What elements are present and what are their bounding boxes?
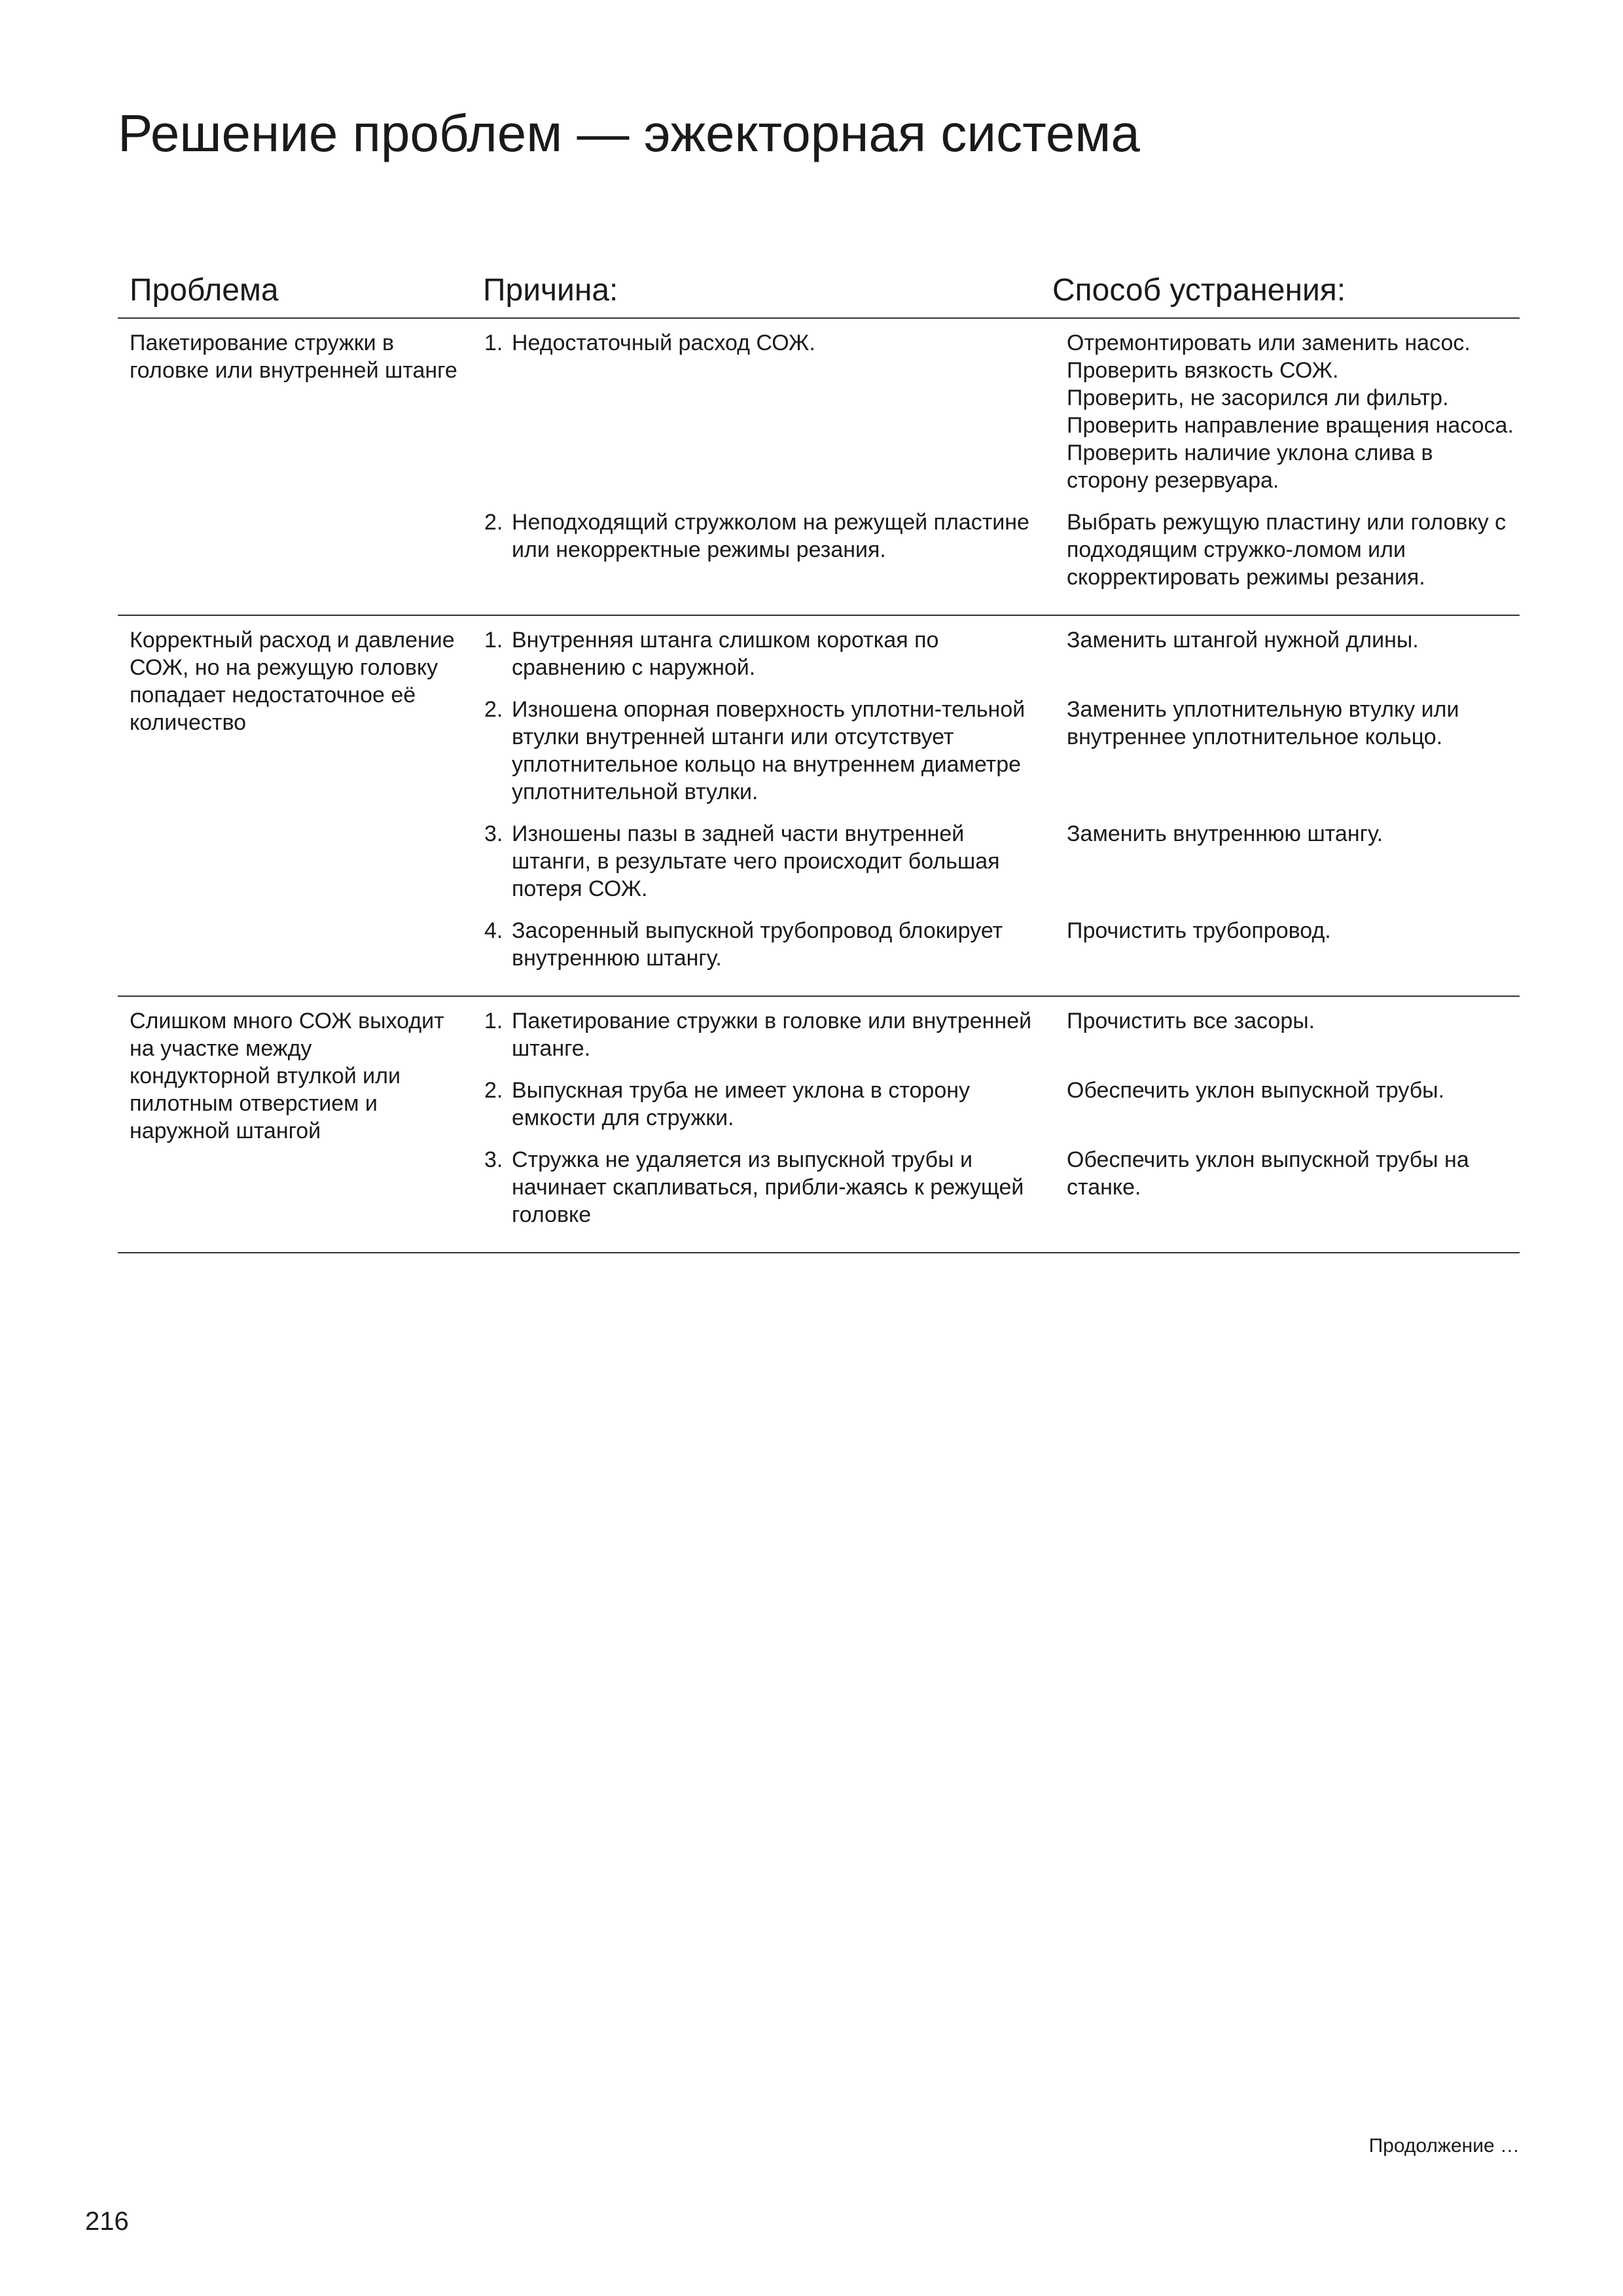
item-number: 1. bbox=[484, 330, 503, 355]
remedy-text: Прочистить трубопровод. bbox=[1067, 918, 1331, 943]
item-number: 3. bbox=[484, 821, 503, 846]
cause-item bbox=[484, 1146, 1054, 1243]
table-row bbox=[118, 615, 1520, 996]
cause-item bbox=[484, 626, 1054, 696]
table-header-row bbox=[118, 265, 1520, 318]
item-number: 2. bbox=[484, 509, 503, 535]
cause-text: Изношена опорная поверхность уплотни-тельной втулки внутренней штанги или отсутствует уплотнительное кольцо на внутреннем диаметре уплотнительной втулки. bbox=[512, 696, 1026, 804]
cause-item bbox=[484, 509, 1054, 605]
header-problem: Проблема bbox=[118, 265, 471, 318]
item-number: 2. bbox=[484, 1077, 503, 1103]
cause-remedy-cell bbox=[471, 615, 1520, 996]
remedy-text: Прочистить все засоры. bbox=[1067, 1008, 1315, 1033]
cause-remedy-list bbox=[484, 329, 1514, 605]
page-title: Решение проблем — эжекторная система bbox=[118, 104, 1140, 162]
item-number: 1. bbox=[484, 627, 503, 653]
cause-item bbox=[484, 917, 1054, 986]
item-number: 3. bbox=[484, 1147, 503, 1172]
cause-text: Выпускная труба не имеет уклона в сторону емкости для стружки. bbox=[512, 1077, 971, 1130]
item-number: 4. bbox=[484, 918, 503, 943]
problem-cell: Корректный расход и давление СОЖ, но на режущую головку попадает недостаточное её количество bbox=[118, 615, 471, 996]
problem-cell: Пакетирование стружки в головке или внутренней штанге bbox=[118, 318, 471, 615]
remedy-text: Заменить штангой нужной длины. bbox=[1067, 627, 1419, 653]
cause-item bbox=[484, 820, 1054, 917]
cause-text: Засоренный выпускной трубопровод блокирует внутреннюю штангу. bbox=[512, 918, 1003, 971]
cause-item bbox=[484, 329, 1054, 509]
item-number: 2. bbox=[484, 696, 503, 722]
cause-text: Неподходящий стружколом на режущей пластине или некорректные режимы резания. bbox=[512, 509, 1029, 562]
page-number: 216 bbox=[85, 2207, 129, 2236]
table-row bbox=[118, 318, 1520, 615]
cause-text: Пакетирование стружки в головке или внутренней штанге. bbox=[512, 1008, 1032, 1061]
header-remedy: Способ устранения: bbox=[1041, 265, 1520, 318]
remedy-text: Отремонтировать или заменить насос. Проверить вязкость СОЖ. Проверить, не засорился ли фильтр. Проверить направление вращения насоса. Проверить наличие уклона слива в сторону резервуара. bbox=[1067, 330, 1514, 493]
cause-text: Изношены пазы в задней части внутренней штанги, в результате чего происходит большая потеря СОЖ. bbox=[512, 821, 1000, 901]
cause-text: Стружка не удаляется из выпускной трубы и начинает скапливаться, прибли-жаясь к режущей головке bbox=[512, 1147, 1024, 1227]
remedy-text: Выбрать режущую пластину или головку с подходящим стружко-ломом или скорректировать режимы резания. bbox=[1067, 509, 1507, 590]
continue-note: Продолжение … bbox=[1368, 2135, 1520, 2157]
table-row bbox=[118, 996, 1520, 1253]
header-cause: Причина: bbox=[471, 265, 1041, 318]
problem-cell: Слишком много СОЖ выходит на участке между кондукторной втулкой или пилотным отверстием и наружной штангой bbox=[118, 996, 471, 1253]
cause-item bbox=[484, 1007, 1054, 1077]
cause-item bbox=[484, 696, 1054, 820]
cause-remedy-list bbox=[484, 626, 1507, 986]
remedy-text: Обеспечить уклон выпускной трубы на станке. bbox=[1067, 1147, 1469, 1200]
troubleshooting-table bbox=[118, 265, 1520, 1253]
cause-text: Недостаточный расход СОЖ. bbox=[512, 330, 815, 355]
item-number: 1. bbox=[484, 1008, 503, 1033]
cause-text: Внутренняя штанга слишком короткая по сравнению с наружной. bbox=[512, 627, 939, 680]
cause-remedy-cell bbox=[471, 996, 1520, 1253]
remedy-text: Обеспечить уклон выпускной трубы. bbox=[1067, 1077, 1445, 1103]
cause-remedy-list bbox=[484, 1007, 1507, 1243]
cause-item bbox=[484, 1077, 1054, 1146]
remedy-text: Заменить внутреннюю штангу. bbox=[1067, 821, 1383, 846]
cause-remedy-cell bbox=[471, 318, 1520, 615]
remedy-text: Заменить уплотнительную втулку или внутреннее уплотнительное кольцо. bbox=[1067, 696, 1459, 749]
